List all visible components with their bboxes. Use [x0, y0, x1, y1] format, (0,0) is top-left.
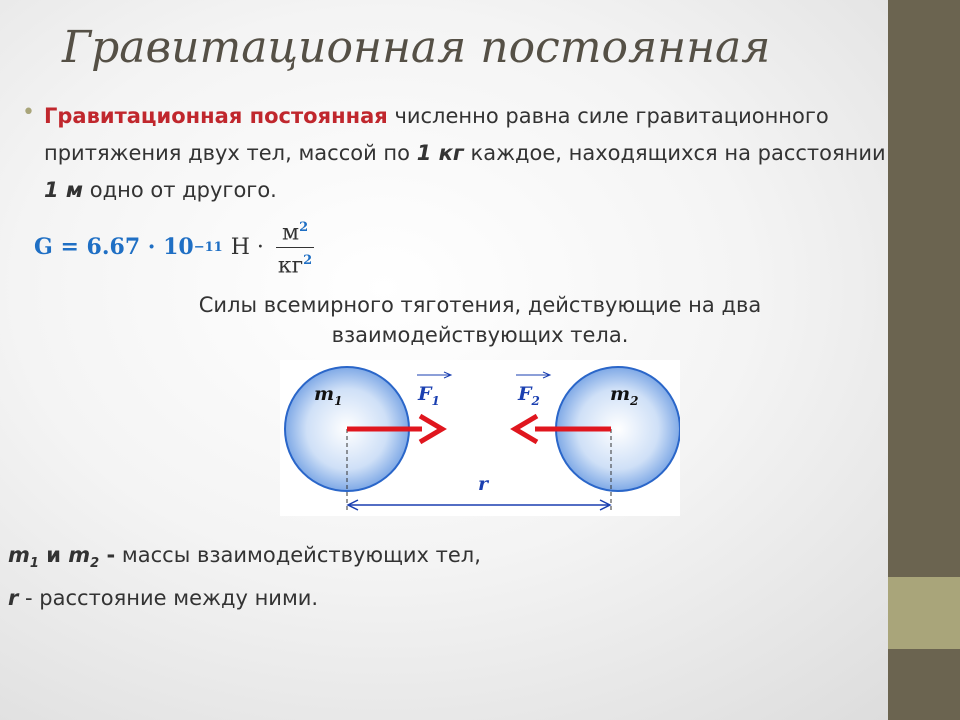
label-r: r [478, 473, 489, 495]
gravity-diagram [280, 360, 680, 516]
slide-title: Гравитационная постоянная [62, 22, 771, 73]
formula-exponent: −11 [193, 239, 223, 255]
legend-distance: r - расстояние между ними. [8, 586, 319, 611]
label-m1: $m_1$ [314, 383, 343, 408]
diagram-caption: Силы всемирного тяготения, действующие на два взаимодействующих тела. [198, 293, 762, 347]
distance-value: 1 м [44, 178, 84, 202]
fraction-numerator: $м^2$ [276, 215, 314, 247]
definition-part-2: каждое, находящихся на расстоянии [463, 141, 886, 165]
label-f2: $F_2$ [518, 383, 540, 408]
legend-masses: $m_1$ и $m_2$ - массы взаимодействующих тел, [8, 543, 481, 572]
definition-text [44, 98, 904, 209]
distance-arrow [348, 500, 610, 510]
legend [8, 538, 868, 615]
formula-unit: Н · [230, 234, 264, 260]
term: Гравитационная постоянная [44, 104, 388, 128]
bullet-icon: • [22, 100, 35, 125]
formula [34, 215, 318, 279]
f1-vector-mark [417, 372, 451, 378]
fraction-denominator: $кг^2$ [277, 252, 313, 278]
definition-part-3: одно от другого. [83, 178, 277, 202]
f2-vector-mark [516, 372, 550, 378]
label-f1: $F_1$ [418, 383, 440, 408]
definition-part-1: численно равна силе гравитационного притяжения двух тел, массой по [44, 104, 829, 165]
mass-value: 1 кг [416, 141, 464, 165]
sidebar-accent [888, 577, 960, 649]
formula-fraction [272, 215, 318, 279]
formula-lhs: G = 6.67 · 10 [34, 234, 194, 260]
label-m2: $m_2$ [610, 383, 639, 408]
